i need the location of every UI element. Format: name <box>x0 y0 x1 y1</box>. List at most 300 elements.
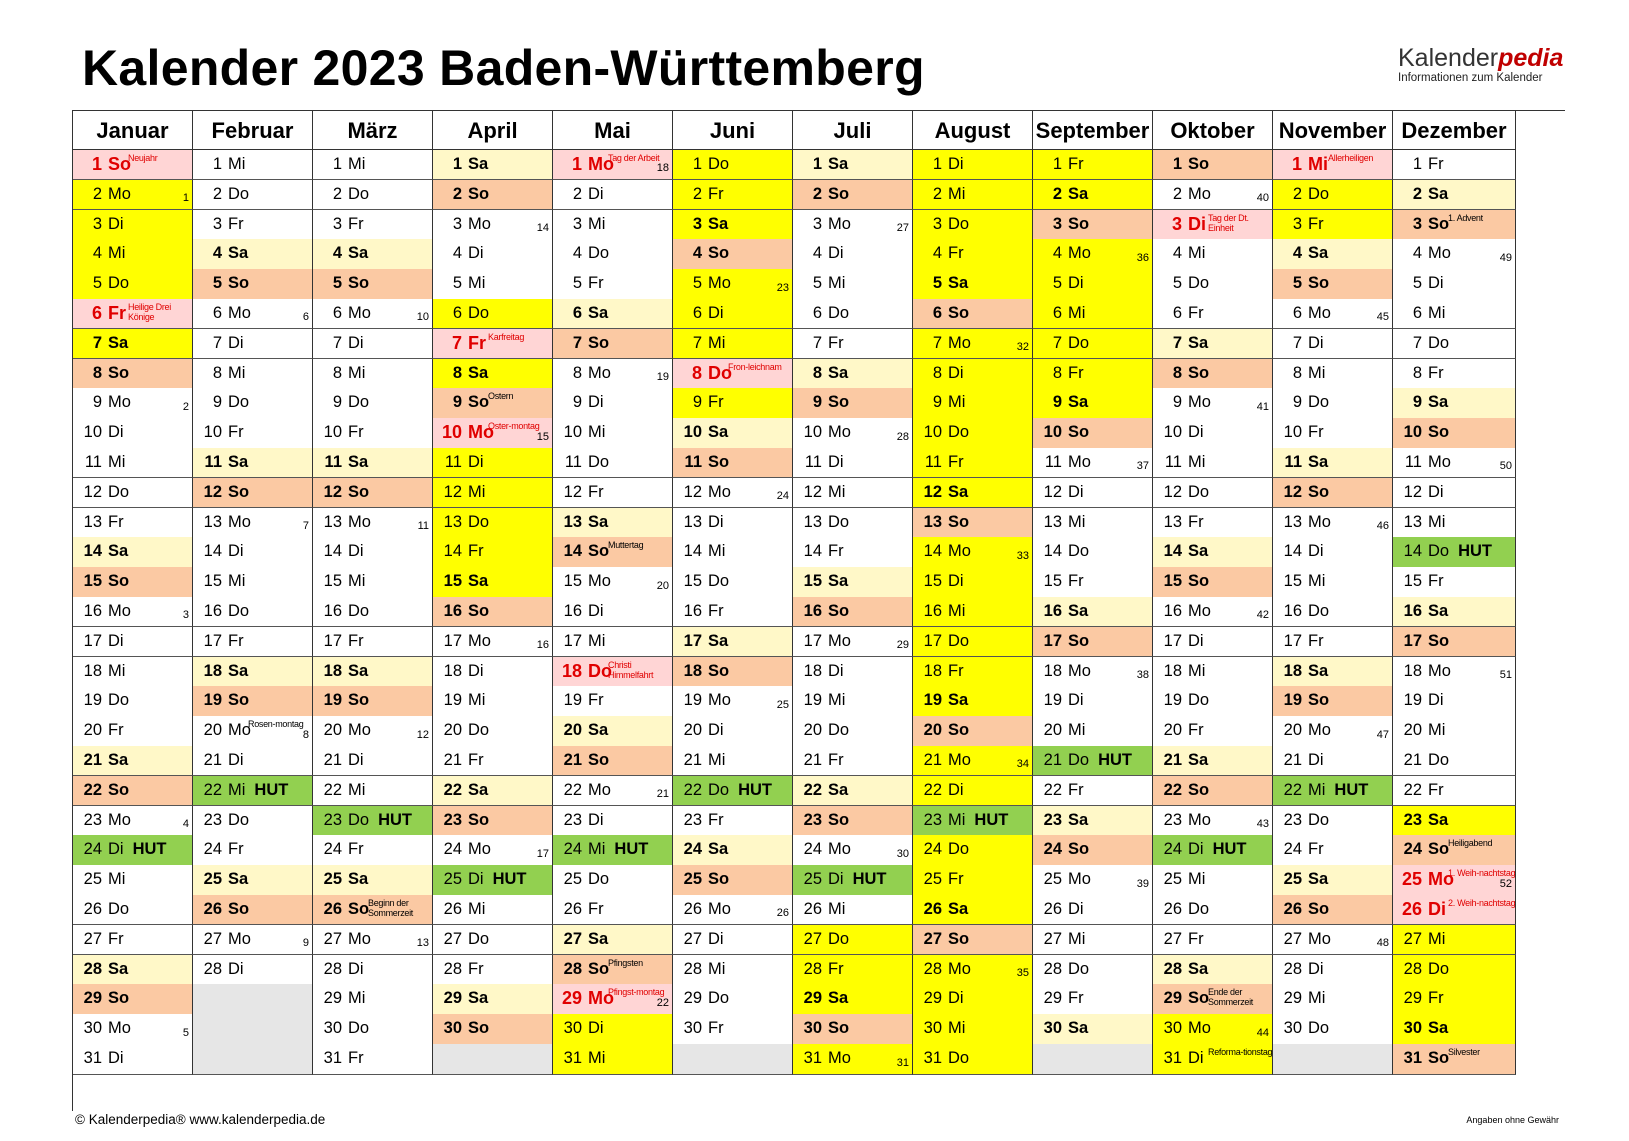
day-number: 28 <box>683 959 702 978</box>
day-cell <box>73 865 193 895</box>
week-number: 6 <box>302 311 309 324</box>
weekday-abbr: Fr <box>108 721 124 740</box>
day-cell <box>1273 776 1393 806</box>
weekday-abbr: Di <box>1068 274 1084 293</box>
day-cell <box>313 329 433 359</box>
day-label <box>1040 720 1085 741</box>
day-cell <box>673 657 793 687</box>
weekday-abbr: Mo <box>468 214 491 233</box>
day-label <box>1400 452 1451 473</box>
day-number: 9 <box>692 393 702 412</box>
day-cell <box>793 686 913 716</box>
weekday-abbr: So <box>1428 631 1450 650</box>
day-label <box>320 631 364 652</box>
weekday-abbr: Do <box>948 214 970 233</box>
day-number: 18 <box>683 661 702 680</box>
day-label <box>440 601 489 622</box>
day-number: 8 <box>332 363 342 382</box>
day-number: 19 <box>323 691 342 710</box>
day-cell <box>313 895 433 925</box>
day-number: 19 <box>563 691 582 710</box>
weekday-abbr: Sa <box>348 453 369 471</box>
weekday-abbr: Fr <box>1308 840 1324 859</box>
day-number: 14 <box>1283 542 1302 561</box>
day-number: 26 <box>803 900 822 918</box>
hut-label: HUT <box>614 840 649 859</box>
day-label <box>920 750 971 771</box>
day-cell <box>73 418 193 448</box>
day-cell <box>913 1014 1033 1044</box>
weekday-abbr: Mi <box>1188 870 1206 889</box>
day-cell <box>793 597 913 627</box>
day-number: 19 <box>683 691 702 710</box>
day-label <box>440 303 489 324</box>
weekday-abbr: Sa <box>1428 810 1449 829</box>
day-label <box>680 273 731 294</box>
day-label <box>1280 422 1324 443</box>
day-number: 4 <box>92 244 102 263</box>
week-number: 50 <box>1499 460 1512 473</box>
day-number: 7 <box>812 333 822 352</box>
day-label <box>1400 720 1445 741</box>
kalenderpedia-logo[interactable] <box>1398 44 1564 85</box>
day-label <box>560 333 609 354</box>
day-cell <box>673 150 793 180</box>
day-cell <box>313 180 433 210</box>
day-number: 20 <box>803 721 822 740</box>
day-label <box>1160 184 1211 205</box>
weekday-abbr: Sa <box>708 214 729 233</box>
day-label <box>320 422 364 443</box>
day-label <box>320 273 369 294</box>
day-number: 20 <box>203 721 222 740</box>
day-label <box>920 959 971 980</box>
day-cell <box>793 299 913 329</box>
weekday-abbr: Di <box>708 512 724 531</box>
day-cell <box>793 150 913 180</box>
day-cell <box>1033 388 1153 418</box>
weekday-abbr: Di <box>828 870 844 889</box>
weekday-abbr: Sa <box>228 870 249 889</box>
weekday-abbr: Mi <box>1308 780 1326 799</box>
weekday-abbr: Di <box>588 1019 604 1038</box>
day-number: 30 <box>1403 1019 1422 1038</box>
day-label <box>560 571 611 592</box>
day-label <box>1280 899 1329 920</box>
day-label <box>1400 839 1449 860</box>
day-label <box>920 780 964 801</box>
day-cell <box>1393 537 1516 567</box>
day-cell <box>913 657 1033 687</box>
day-number: 26 <box>323 900 342 918</box>
day-cell <box>913 567 1033 597</box>
weekday-abbr: Di <box>1428 691 1444 710</box>
day-label <box>1160 422 1204 443</box>
weekday-abbr: Mo <box>708 274 731 293</box>
day-label <box>200 392 249 413</box>
day-cell <box>313 567 433 597</box>
weekday-abbr: Di <box>1188 213 1206 234</box>
day-cell <box>1273 597 1393 627</box>
weekday-abbr: Fr <box>348 1049 364 1067</box>
day-cell <box>1033 239 1153 269</box>
weekday-abbr: Mi <box>708 751 726 769</box>
weekday-abbr: Do <box>108 274 130 293</box>
day-cell <box>673 418 793 448</box>
day-number: 28 <box>1283 959 1302 978</box>
day-cell <box>1153 537 1273 567</box>
weekday-abbr: Mi <box>348 363 366 382</box>
day-cell <box>1273 716 1393 746</box>
day-label <box>440 273 485 294</box>
day-cell <box>553 776 673 806</box>
day-label <box>80 363 129 384</box>
week-number: 19 <box>656 370 669 383</box>
weekday-abbr: Mi <box>108 244 126 263</box>
day-number: 14 <box>1163 542 1182 561</box>
day-number: 15 <box>683 572 702 591</box>
weekday-abbr: Mi <box>228 780 246 799</box>
day-number: 17 <box>443 631 462 650</box>
day-number: 18 <box>323 661 342 680</box>
day-label <box>560 899 604 920</box>
weekday-abbr: So <box>708 870 730 889</box>
day-number: 5 <box>452 274 462 293</box>
day-label <box>920 273 968 294</box>
month-header: Oktober <box>1153 111 1273 150</box>
week-number: 51 <box>1499 668 1512 681</box>
day-number: 28 <box>923 959 942 978</box>
day-label <box>920 452 964 473</box>
day-number: 8 <box>691 362 702 383</box>
day-number: 27 <box>1043 929 1062 948</box>
weekday-abbr: So <box>1308 900 1330 918</box>
day-cell <box>1033 716 1153 746</box>
day-number: 17 <box>203 631 222 650</box>
day-cell <box>1273 806 1393 836</box>
weekday-abbr: Mi <box>588 1049 606 1067</box>
day-cell <box>433 776 553 806</box>
weekday-abbr: Do <box>348 810 370 829</box>
day-label <box>680 541 725 562</box>
day-label <box>1040 988 1084 1009</box>
week-number: 25 <box>776 698 789 711</box>
week-number: 18 <box>656 162 669 175</box>
day-label <box>800 243 844 264</box>
weekday-abbr: Di <box>948 989 964 1008</box>
day-cell <box>1273 508 1393 538</box>
weekday-abbr: So <box>828 393 850 412</box>
weekday-abbr: So <box>948 929 970 948</box>
day-label <box>920 899 968 920</box>
day-number: 5 <box>1052 274 1062 293</box>
day-cell <box>913 716 1033 746</box>
day-cell <box>913 537 1033 567</box>
day-label <box>1040 363 1084 384</box>
day-number: 26 <box>1401 899 1422 919</box>
day-cell <box>673 239 793 269</box>
day-label <box>1160 452 1205 473</box>
day-cell <box>1393 1044 1516 1075</box>
day-number: 24 <box>443 840 462 859</box>
day-cell <box>433 835 553 865</box>
day-label <box>1040 780 1084 801</box>
day-label <box>920 929 969 950</box>
day-number: 21 <box>803 751 822 769</box>
weekday-abbr: Mo <box>828 1049 851 1067</box>
day-cell <box>433 210 553 240</box>
weekday-abbr: Fr <box>1428 989 1444 1008</box>
day-label <box>800 899 845 920</box>
weekday-abbr: Do <box>1308 393 1330 412</box>
weekday-abbr: So <box>468 184 490 203</box>
day-number: 30 <box>323 1019 342 1038</box>
day-note: Silvester <box>1448 1047 1480 1057</box>
day-label <box>320 899 369 920</box>
day-cell <box>1153 299 1273 329</box>
day-number: 23 <box>563 810 582 829</box>
day-cell <box>73 239 193 269</box>
day-number: 8 <box>452 363 462 382</box>
day-number: 19 <box>1163 691 1182 710</box>
day-cell <box>1273 180 1393 210</box>
day-label <box>560 1048 605 1069</box>
day-label <box>1280 929 1331 950</box>
day-label <box>1400 273 1444 294</box>
day-label <box>680 661 729 682</box>
day-number: 28 <box>1403 959 1422 978</box>
day-label <box>440 154 488 175</box>
day-label <box>320 243 368 264</box>
weekday-abbr: Fr <box>588 691 604 710</box>
day-number: 22 <box>443 780 462 799</box>
day-number: 6 <box>932 304 942 322</box>
day-label <box>1400 661 1451 682</box>
day-label <box>200 512 251 533</box>
day-label <box>1280 839 1324 860</box>
day-number: 29 <box>683 989 702 1008</box>
day-cell <box>1033 537 1153 567</box>
day-number: 6 <box>212 304 222 322</box>
weekday-abbr: Mi <box>348 780 366 799</box>
weekday-abbr: Fr <box>1188 304 1204 322</box>
day-label <box>1280 214 1324 235</box>
weekday-abbr: So <box>1188 780 1210 799</box>
month-header: September <box>1033 111 1153 150</box>
day-label <box>80 929 124 950</box>
weekday-abbr: So <box>1428 840 1450 859</box>
day-number: 20 <box>563 721 582 740</box>
day-number: 10 <box>203 423 222 442</box>
day-label <box>200 452 248 473</box>
day-number: 13 <box>203 512 222 531</box>
day-cell <box>1393 895 1516 925</box>
day-cell <box>73 567 193 597</box>
day-label <box>1400 959 1449 980</box>
weekday-abbr: Fr <box>228 423 244 442</box>
day-number: 21 <box>443 751 462 769</box>
weekday-abbr: Mo <box>588 154 614 174</box>
day-label <box>920 154 964 175</box>
day-number: 16 <box>1043 602 1062 620</box>
day-cell <box>1393 984 1516 1014</box>
day-number: 26 <box>1283 900 1302 918</box>
day-label <box>1040 899 1084 920</box>
weekday-abbr: Di <box>228 333 244 352</box>
weekday-abbr: Mi <box>1068 304 1086 322</box>
day-label <box>1400 482 1444 503</box>
hut-label: HUT <box>378 810 413 829</box>
day-cell <box>73 359 193 389</box>
day-cell <box>1033 776 1153 806</box>
day-label <box>800 363 848 384</box>
day-label <box>1280 750 1324 771</box>
day-cell <box>193 210 313 240</box>
weekday-abbr: Do <box>1428 751 1450 769</box>
day-cell <box>913 806 1033 836</box>
day-number: 12 <box>1403 482 1422 501</box>
day-number: 4 <box>332 244 342 263</box>
weekday-abbr: Sa <box>948 691 969 710</box>
day-number: 12 <box>1283 482 1302 501</box>
day-label <box>320 154 365 175</box>
day-cell <box>1393 299 1516 329</box>
day-label <box>800 839 851 860</box>
day-number: 2 <box>1052 184 1062 203</box>
day-cell <box>553 925 673 955</box>
day-cell <box>553 299 673 329</box>
day-number: 20 <box>1043 721 1062 740</box>
day-cell <box>1273 627 1393 657</box>
day-number: 14 <box>1403 542 1422 561</box>
day-cell <box>433 418 553 448</box>
day-label <box>200 571 245 592</box>
weekday-abbr: Sa <box>468 572 489 591</box>
day-cell <box>313 537 433 567</box>
day-number: 6 <box>812 304 822 322</box>
day-number: 22 <box>1043 780 1062 799</box>
day-label <box>1280 512 1331 533</box>
day-cell <box>193 299 313 329</box>
day-label <box>80 541 128 562</box>
day-label <box>80 452 125 473</box>
day-label <box>440 929 489 950</box>
weekday-abbr: Sa <box>828 780 849 799</box>
day-cell <box>553 448 673 478</box>
weekday-abbr: Di <box>828 453 844 471</box>
day-cell <box>1033 835 1153 865</box>
weekday-abbr: Mo <box>588 988 614 1009</box>
day-label <box>920 690 968 711</box>
weekday-abbr: Sa <box>1428 393 1449 412</box>
day-cell <box>313 865 433 895</box>
day-cell <box>433 716 553 746</box>
day-number: 19 <box>1403 691 1422 710</box>
day-number: 14 <box>803 542 822 561</box>
weekday-abbr: Sa <box>1308 244 1329 263</box>
weekday-abbr: Mo <box>588 363 611 382</box>
day-label <box>440 214 491 235</box>
day-cell <box>433 150 553 180</box>
day-cell <box>73 478 193 508</box>
hut-label: HUT <box>1098 751 1133 769</box>
day-label <box>80 571 129 592</box>
day-cell <box>1033 180 1153 210</box>
day-number: 29 <box>1283 989 1302 1008</box>
day-number: 4 <box>932 244 942 263</box>
week-number: 17 <box>536 847 549 860</box>
day-number: 17 <box>323 631 342 650</box>
day-cell <box>1393 478 1516 508</box>
day-cell <box>313 478 433 508</box>
weekday-abbr: Mi <box>468 900 486 918</box>
weekday-abbr: Do <box>708 989 730 1008</box>
day-label <box>560 661 612 682</box>
day-number: 16 <box>83 602 102 620</box>
day-label <box>680 243 729 264</box>
day-label <box>320 839 364 860</box>
day-number: 2 <box>92 184 102 203</box>
day-number: 1 <box>812 155 822 173</box>
weekday-abbr: Fr <box>1068 780 1084 799</box>
day-number: 24 <box>1163 840 1182 859</box>
day-number: 9 <box>812 393 822 412</box>
day-number: 30 <box>563 1019 582 1038</box>
day-cell <box>1033 597 1153 627</box>
day-number: 25 <box>923 870 942 889</box>
day-cell <box>73 388 193 418</box>
week-number: 30 <box>896 847 909 860</box>
day-cell <box>1273 210 1393 240</box>
day-label <box>440 452 484 473</box>
day-cell <box>1393 776 1516 806</box>
day-label <box>560 869 609 890</box>
weekday-abbr: Fr <box>228 840 244 859</box>
weekday-abbr: Di <box>1188 423 1204 442</box>
day-cell <box>553 269 673 299</box>
day-number: 22 <box>1403 780 1422 799</box>
day-cell <box>1033 627 1153 657</box>
day-label <box>920 869 964 890</box>
day-cell <box>913 984 1033 1014</box>
weekday-abbr: Mi <box>588 840 606 859</box>
weekday-abbr: Mo <box>828 214 851 233</box>
day-cell <box>1273 150 1393 180</box>
day-label <box>1280 184 1329 205</box>
weekday-abbr: Di <box>468 244 484 263</box>
day-number: 27 <box>1403 929 1422 948</box>
weekday-abbr: Sa <box>348 661 369 680</box>
weekday-abbr: Do <box>708 362 732 383</box>
footer-disclaimer: Angaben ohne Gewähr <box>1466 1115 1559 1125</box>
day-number: 21 <box>563 751 582 769</box>
weekday-abbr: Sa <box>828 572 849 591</box>
weekday-abbr: Sa <box>108 751 129 769</box>
hut-label: HUT <box>1212 840 1247 859</box>
day-label <box>80 720 124 741</box>
day-number: 26 <box>443 900 462 918</box>
day-cell <box>673 597 793 627</box>
weekday-abbr: Do <box>108 691 130 710</box>
day-label <box>1400 929 1445 950</box>
weekday-abbr: Fr <box>108 512 124 531</box>
day-label <box>560 720 608 741</box>
weekday-abbr: Mi <box>1428 512 1446 531</box>
weekday-abbr: Do <box>228 393 250 412</box>
holiday-name: Heilige Drei Könige <box>128 302 171 322</box>
day-label <box>800 690 845 711</box>
day-cell <box>433 448 553 478</box>
